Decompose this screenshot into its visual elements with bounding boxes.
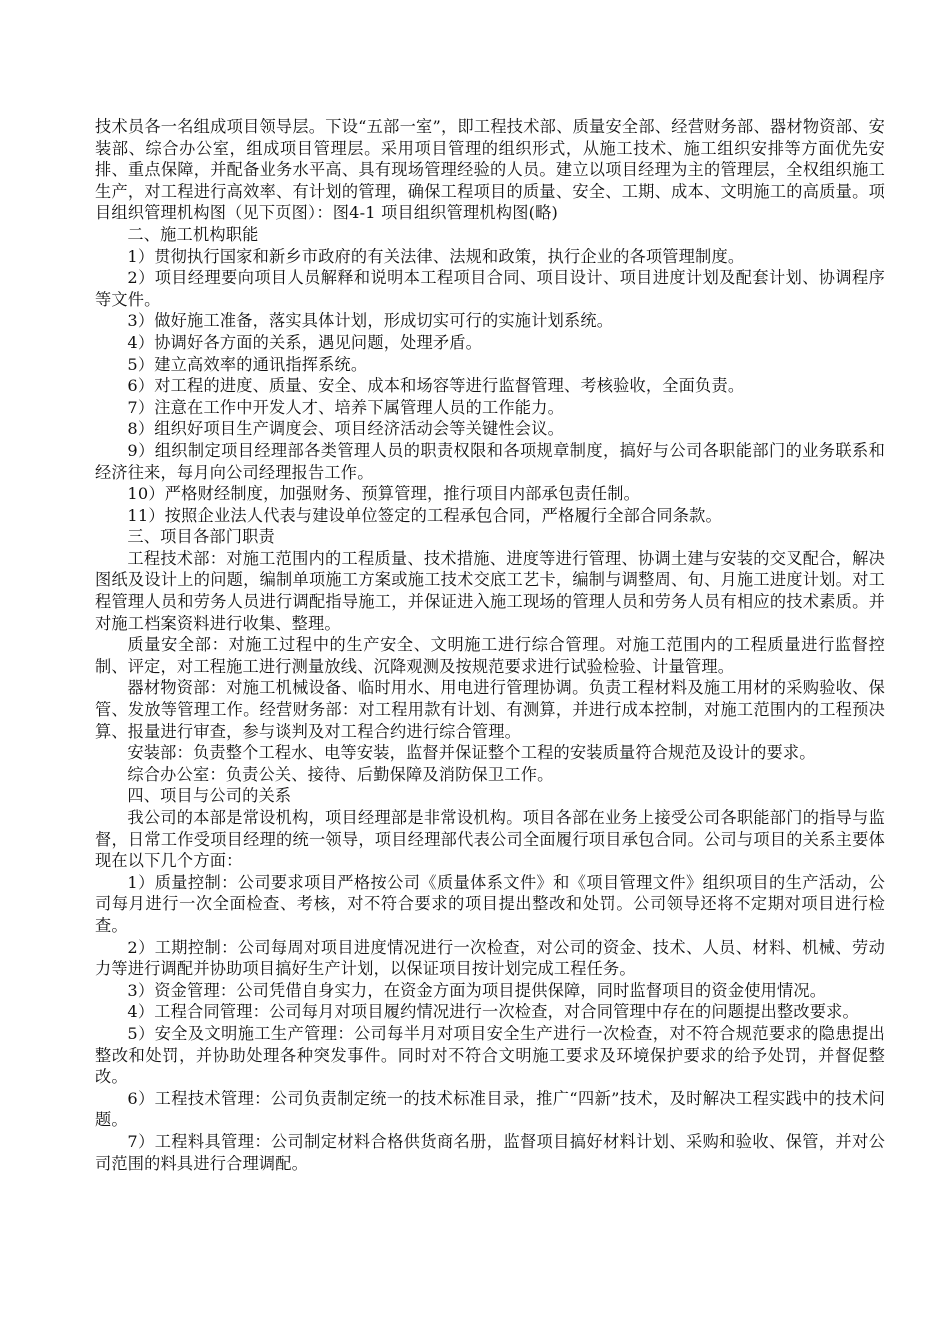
document-body xyxy=(95,116,885,1174)
list-item: 10）严格财经制度，加强财务、预算管理，推行项目内部承包责任制。 xyxy=(127,484,641,504)
list-item: 6）工程技术管理：公司负责制定统一的技术标准目录，推广“四新”技术，及时解决工程实践中的技术问题。 xyxy=(95,1088,885,1130)
list-item: 7）工程料具管理：公司制定材料合格供货商名册，监督项目搞好材料计划、采购和验收、保管，并对公司范围的料具进行合理调配。 xyxy=(95,1131,885,1173)
paragraph: 质量安全部：对施工过程中的生产安全、文明施工进行综合管理。对施工范围内的工程质量进行监督控制、评定，对工程施工进行测量放线、沉降观测及按规范要求进行试验检验、计量管理。 xyxy=(95,635,885,676)
paragraph: 器材物资部：对施工机械设备、临时用水、用电进行管理协调。负责工程材料及施工用材的采购验收、保管、发放等管理工作。经营财务部：对工程用款有计划、有测算，并进行成本控制，对施工范围内的工程预决算、报量进行审查，参与谈判及对工程合约进行综合管理。 xyxy=(95,678,885,741)
list-item: 6）对工程的进度、质量、安全、成本和场容等进行监督管理、考核验收，全面负责。 xyxy=(127,376,745,396)
list-item: 4）协调好各方面的关系，遇见问题，处理矛盾。 xyxy=(127,332,483,352)
list-item: 8）组织好项目生产调度会、项目经济活动会等关键性会议。 xyxy=(127,419,564,439)
list-item: 1）贯彻执行国家和新乡市政府的有关法律、法规和政策，执行企业的各项管理制度。 xyxy=(127,246,745,266)
list-item: 7）注意在工作中开发人才、培养下属管理人员的工作能力。 xyxy=(127,397,564,417)
section-heading-3: 三、项目各部门职责 xyxy=(127,527,275,547)
paragraph: 安装部：负责整个工程水、电等安装，监督并保证整个工程的安装质量符合规范及设计的要求。 xyxy=(127,743,816,763)
list-item: 2）项目经理要向项目人员解释和说明本工程项目合同、项目设计、项目进度计划及配套计划、协调程序等文件。 xyxy=(95,268,885,309)
list-item: 11）按照企业法人代表与建设单位签定的工程承包合同，严格履行全部合同条款。 xyxy=(127,505,722,525)
section-heading-2: 二、施工机构职能 xyxy=(127,224,259,244)
list-item: 2）工期控制：公司每周对项目进度情况进行一次检查，对公司的资金、技术、人员、材料、机械、劳动力等进行调配并协助项目搞好生产计划，以保证项目按计划完成工程任务。 xyxy=(95,937,885,979)
paragraph: 技术员各一名组成项目领导层。下设“五部一室”，即工程技术部、质量安全部、经营财务部、器材物资部、安装部、综合办公室，组成项目管理层。采用项目管理的组织形式，从施工技术、施工组织安排等方面优先安排、重点保障，并配备业务水平高、具有现场管理经验的人员。建立以项目经理为主的管理层，全权组织施工生产，对工程进行高效率、有计划的管理，确保工程项目的质量、安全、工期、成本、文明施工的高质量。项目组织管理机构图（见下页图）：图4-1 项目组织管理机构图(略) xyxy=(95,117,885,223)
list-item: 1）质量控制：公司要求项目严格按公司《质量体系文件》和《项目管理文件》组织项目的生产活动，公司每月进行一次全面检查、考核，对不符合要求的项目提出整改和处罚。公司领导还将不定期对项目进行检查。 xyxy=(95,872,885,935)
section-heading-4: 四、项目与公司的关系 xyxy=(127,786,292,806)
list-item: 3）做好施工准备，落实具体计划，形成切实可行的实施计划系统。 xyxy=(127,311,614,331)
list-item: 4）工程合同管理：公司每月对项目履约情况进行一次检查，对合同管理中存在的问题提出整改要求。 xyxy=(127,1002,859,1022)
list-item: 5）建立高效率的通讯指挥系统。 xyxy=(127,354,368,374)
list-item: 5）安全及文明施工生产管理：公司每半月对项目安全生产进行一次检查，对不符合规范要求的隐患提出整改和处罚，并协助处理各种突发事件。同时对不符合文明施工要求及环境保护要求的给予处罚，并督促整改。 xyxy=(95,1023,885,1087)
list-item: 9）组织制定项目经理部各类管理人员的职责权限和各项规章制度，搞好与公司各职能部门的业务联系和经济往来，每月向公司经理报告工作。 xyxy=(95,440,885,482)
paragraph: 我公司的本部是常设机构，项目经理部是非常设机构。项目各部在业务上接受公司各职能部门的指导与监督，日常工作受项目经理的统一领导，项目经理部代表公司全面履行项目承包合同。公司与项目的关系主要体现在以下几个方面： xyxy=(95,808,885,871)
paragraph: 综合办公室：负责公关、接待、后勤保障及消防保卫工作。 xyxy=(127,764,554,784)
paragraph: 工程技术部：对施工范围内的工程质量、技术措施、进度等进行管理、协调土建与安装的交叉配合，解决图纸及设计上的问题，编制单项施工方案或施工技术交底工艺卡，编制与调整周、旬、月施工进度计划。对工程管理人员和劳务人员进行调配指导施工，并保证进入施工现场的管理人员和劳务人员有相应的技术素质。并对施工档案资料进行收集、整理。 xyxy=(95,548,885,633)
list-item: 3）资金管理：公司凭借自身实力，在资金方面为项目提供保障，同时监督项目的资金使用情况。 xyxy=(127,980,827,1000)
